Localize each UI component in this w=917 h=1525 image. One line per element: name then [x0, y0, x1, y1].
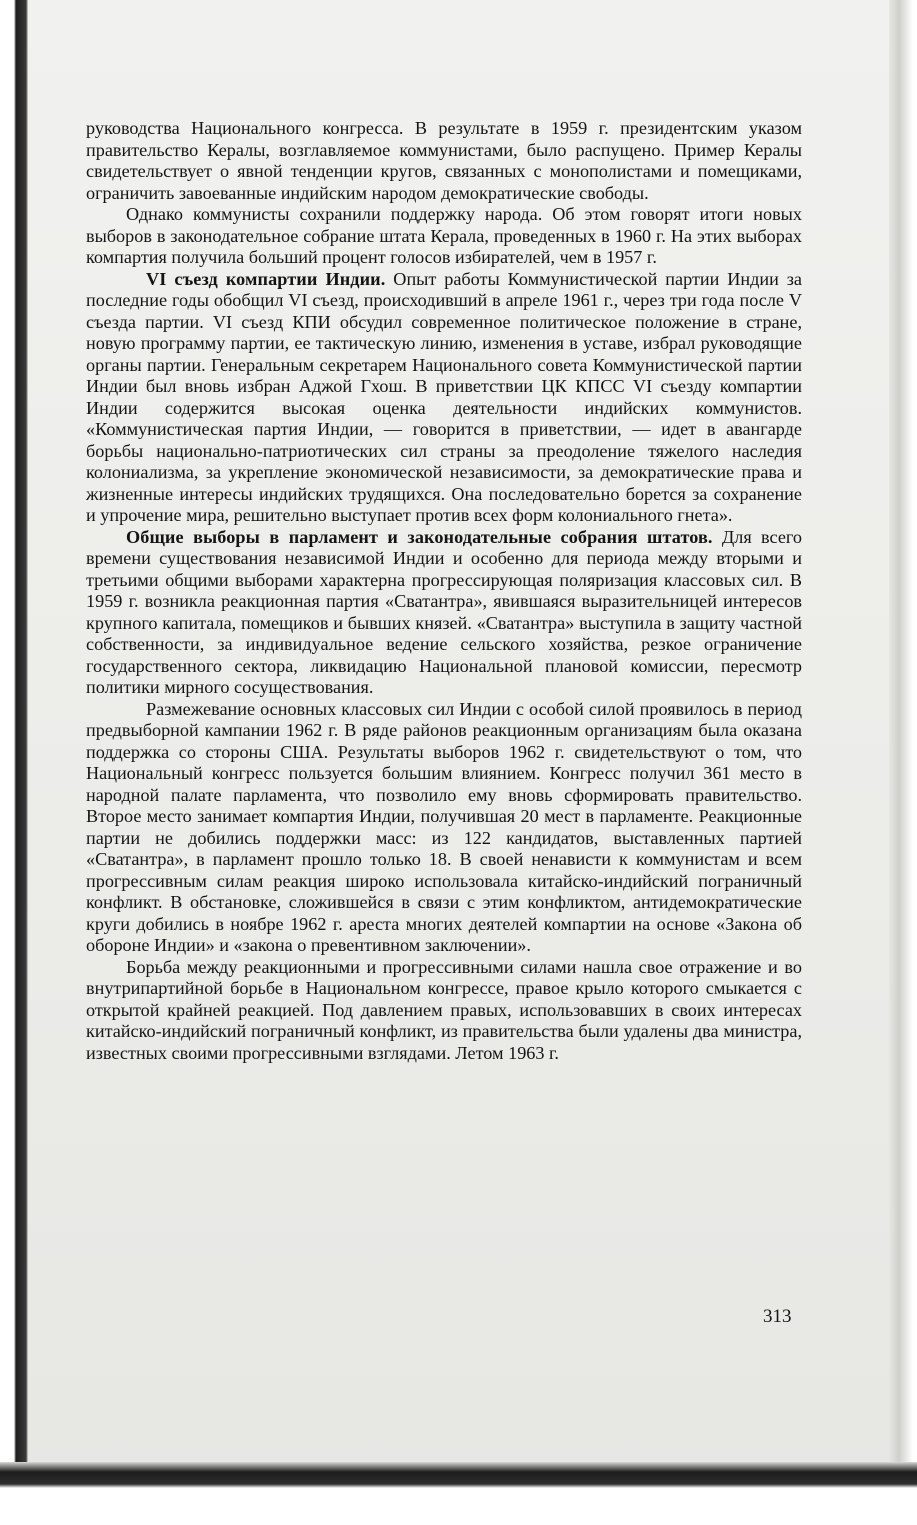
paragraph [86, 204, 802, 269]
paragraph-text: Опыт работы Коммунистической партии Индии за последние годы обобщил VI съезд, происходивший в апреле 1961 г., через три года после V съезда партии. VI съезд КПИ обсудил современное политическое положение в стране, новую программу партии, ее тактическую линию, изменения в уставе, избрал руководящие органы партии. Генеральным секретарем Национального совета Коммунистической партии Индии был вновь избран Аджой Гхош. В приветствии ЦК КПСС VI съезду компартии Индии содержится высокая оценка деятельности индийских коммунистов. «Коммунистическая партия Индии, — говорится в приветствии, — идет в авангарде борьбы национально-патриотических сил страны за преодоление тяжелого наследия колониализма, за укрепление экономической независимости, за демократические права и жизненные интересы индийских трудящихся. Она последовательно борется за сохранение и упрочение мира, решительно выступает против всех форм колониального гнета». [86, 268, 803, 525]
paragraph-text: Для всего времени существования независимой Индии и особенно для периода между вторыми и третьими общими выборами характерна прогрессирующая поляризация классовых сил. В 1959 г. возникла реакционная партия «Сватантра», явившаяся выразительницей интересов крупного капитала, помещиков и бывших князей. «Сватантра» выступила в защиту частной собственности, за индивидуальное ведение сельского хозяйства, резкое ограничение государственного сектора, ликвидацию Национальной плановой комиссии, пересмотр политики мирного сосуществования. [86, 526, 802, 697]
paragraph [86, 118, 802, 204]
page-number: 313 [763, 1306, 792, 1327]
section-heading: VI съезд компартии Индии. [146, 268, 386, 289]
paragraph [86, 957, 802, 1065]
scan-right-edge [889, 0, 917, 1525]
paragraph [86, 699, 802, 957]
body-text [86, 118, 802, 1064]
section-heading: Общие выборы в парламент и законодательные собрания штатов. [126, 526, 713, 547]
paragraph-text: Размежевание основных классовых сил Индии с особой силой проявилось в период предвыборной кампании 1962 г. В ряде районов реакционным организациям была оказана поддержка со стороны США. Результаты выборов 1962 г. свидетельствуют о том, что Национальный конгресс пользуется большим влиянием. Конгресс получил 361 место в народной палате парламента, что позволило ему вновь сформировать правительство. Второе место занимает компартия Индии, получившая 20 мест в парламенте. Реакционные партии не добились поддержки масс: из 122 кандидатов, выставленных партией «Сватантра», в парламент прошло только 18. В своей ненависти к коммунистам и всем прогрессивным силам реакция широко использовала китайско-индийский пограничный конфликт. В обстановке, сложившейся в связи с этим конфликтом, антидемократические круги добились в ноябре 1962 г. ареста многих деятелей компартии на основе «Закона об обороне Индии» и «закона о превентивном заключении». [86, 698, 802, 955]
paragraph [86, 527, 802, 699]
paragraph-text: Борьба между реакционными и прогрессивными силами нашла свое отражение и во внутрипартийной борьбе в Национальном конгрессе, правое крыло которого смыкается с открытой крайней реакцией. Под давлением правых, использовавших в своих интересах китайско-индийский пограничный конфликт, из правительства были удалены два министра, известных своими прогрессивными взглядами. Летом 1963 г. [86, 956, 802, 1063]
paragraph [86, 269, 802, 527]
scan-left-edge [0, 0, 28, 1525]
paragraph-text: Однако коммунисты сохранили поддержку народа. Об этом говорят итоги новых выборов в законодательное собрание штата Керала, проведенных в 1960 г. На этих выборах компартия получила больший процент голосов избирателей, чем в 1957 г. [86, 204, 802, 267]
scan-bottom-edge [0, 1462, 917, 1525]
paragraph-text: руководства Национального конгресса. В результате в 1959 г. президентским указом правительство Кералы, возглавляемое коммунистами, было распущено. Пример Кералы свидетельствует о явной тенденции кругов, связанных с монополистами и помещиками, ограничить завоеванные индийским народом демократические свободы. [86, 118, 802, 203]
